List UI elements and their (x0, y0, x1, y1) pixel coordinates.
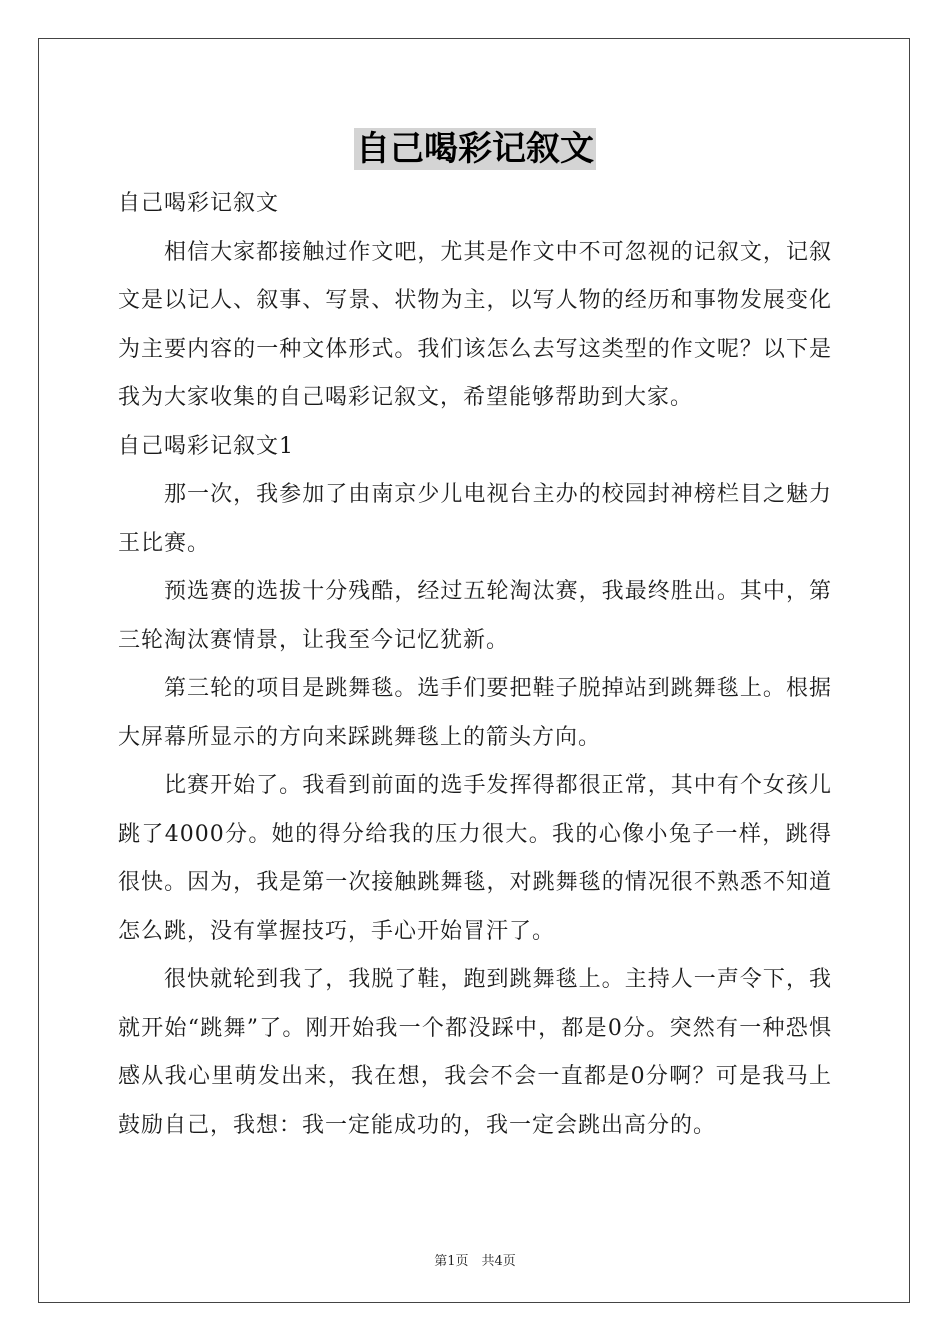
paragraph-heading: 自己喝彩记叙文 (118, 191, 280, 216)
document-title-wrapper (0, 128, 950, 170)
paragraph: 预选赛的选拔十分残酷，经过五轮淘汰赛，我最终胜出。其中，第三轮淘汰赛情景，让我至今记忆犹新。 (118, 579, 832, 653)
paragraph: 比赛开始了。我看到前面的选手发挥得都很正常，其中有个女孩儿跳了4000分。她的得分给我的压力很大。我的心像小兔子一样，跳得很快。因为，我是第一次接触跳舞毯，对跳舞毯的情况很不熟悉不知道怎么跳，没有掌握技巧，手心开始冒汗了。 (118, 773, 832, 944)
paragraph: 第三轮的项目是跳舞毯。选手们要把鞋子脱掉站到跳舞毯上。根据大屏幕所显示的方向来踩跳舞毯上的箭头方向。 (118, 676, 832, 750)
paragraph: 那一次，我参加了由南京少儿电视台主办的校园封神榜栏目之魅力王比赛。 (118, 482, 832, 556)
page-number: 第1页 共4页 (434, 1254, 516, 1269)
paragraph-heading: 自己喝彩记叙文1 (118, 433, 294, 459)
document-body (118, 180, 832, 1150)
paragraph: 很快就轮到我了，我脱了鞋，跑到跳舞毯上。主持人一声令下，我就开始“跳舞”了。刚开始我一个都没踩中，都是0分。突然有一种恐惧感从我心里萌发出来，我在想，我会不会一直都是0分啊？可是我马上鼓励自己，我想：我一定能成功的，我一定会跳出高分的。 (118, 967, 832, 1138)
document-title: 自己喝彩记叙文 (356, 129, 594, 169)
paragraph: 相信大家都接触过作文吧，尤其是作文中不可忽视的记叙文，记叙文是以记人、叙事、写景、状物为主，以写人物的经历和事物发展变化为主要内容的一种文体形式。我们该怎么去写这类型的作文呢？以下是我为大家收集的自己喝彩记叙文，希望能够帮助到大家。 (118, 239, 832, 410)
